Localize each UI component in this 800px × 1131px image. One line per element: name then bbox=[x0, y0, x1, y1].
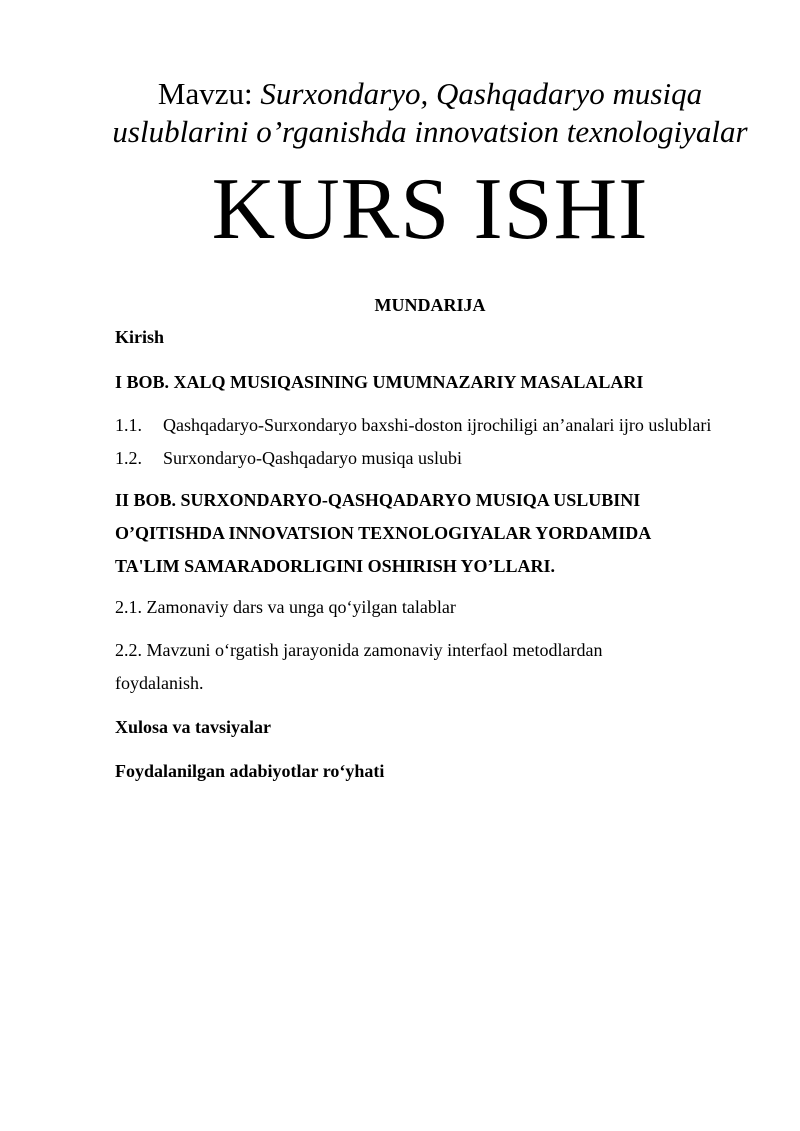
toc-section-number: 1.1. bbox=[115, 415, 142, 435]
toc-section-2-2-line-2: foydalanish. bbox=[115, 673, 204, 693]
toc-section-text: Surxondaryo-Qashqadaryo musiqa uslubi bbox=[163, 448, 462, 468]
toc-section-2-2 bbox=[115, 634, 603, 700]
toc-section-2-2-line-1: 2.2. Mavzuni o‘rgatish jarayonida zamonaviy interfaol metodlardan bbox=[115, 640, 603, 660]
toc-section-number: 1.2. bbox=[115, 448, 142, 468]
toc-intro: Kirish bbox=[115, 327, 165, 347]
toc-chapter-1-title: I BOB. XALQ MUSIQASINING UMUMNAZARIY MASALALARI bbox=[115, 372, 644, 392]
document-title: KURS ISHI bbox=[211, 161, 649, 258]
topic-lead: Mavzu: bbox=[157, 76, 261, 111]
toc-heading: MUNDARIJA bbox=[374, 295, 486, 315]
toc-chapter-2-line-3: TA'LIM SAMARADORLIGINI OSHIRISH YO’LLARI. bbox=[115, 556, 556, 576]
topic-subject-line-2: uslublarini o’rganishda innovatsion texnologiyalar bbox=[112, 114, 748, 149]
toc-section-1-1 bbox=[115, 414, 711, 436]
topic-subject-line-1: Surxondaryo, Qashqadaryo musiqa bbox=[260, 76, 703, 111]
toc-chapter-2-line-2: O’QITISHDA INNOVATSION TEXNOLOGIYALAR YORDAMIDA bbox=[115, 523, 652, 543]
toc-chapter-2-line-1: II BOB. SURXONDARYO-QASHQADARYO MUSIQA USLUBINI bbox=[115, 490, 641, 510]
topic-block bbox=[60, 75, 800, 151]
toc-references: Foydalanilgan adabiyotlar ro‘yhati bbox=[115, 761, 385, 781]
toc-section-1-2 bbox=[115, 447, 462, 469]
toc-conclusion: Xulosa va tavsiyalar bbox=[115, 717, 272, 737]
toc-section-text: Qashqadaryo-Surxondaryo baxshi-doston ijrochiligi an’analari ijro uslublari bbox=[163, 415, 712, 435]
topic-line-1 bbox=[60, 75, 800, 113]
toc-section-2-1: 2.1. Zamonaviy dars va unga qo‘yilgan talablar bbox=[115, 597, 456, 617]
toc-chapter-2-title bbox=[115, 484, 651, 583]
